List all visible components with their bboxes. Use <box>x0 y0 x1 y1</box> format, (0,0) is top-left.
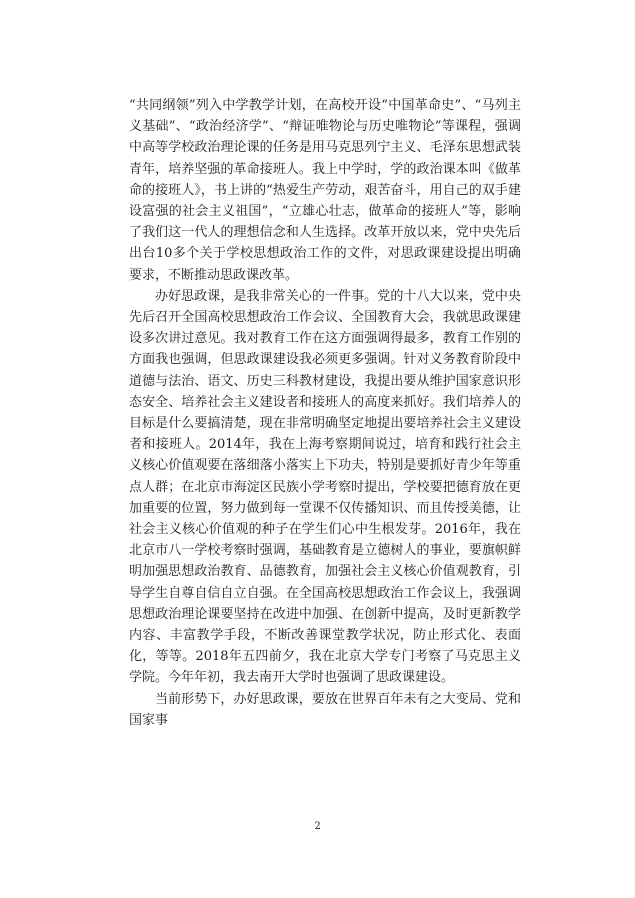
page-number: 2 <box>314 821 321 832</box>
paragraph-continuation: “共同纲领”列入中学教学计划，在高校开设“中国革命史”、“马列主义基础”、“政治经济学”、“辩证唯物论与历史唯物论”等课程，强调中高等学校政治理论课的任务是用马克思列宁主义、毛泽东思想武装青年，培养坚强的革命接班人。我上中学时，学的政治课本叫《做革命的接班人》，书上讲的“热爱生产劳动，艰苦奋斗，用自己的双手建设富强的社会主义祖国”，“立雄心壮志，做革命的接班人”等，影响了我们这一代人的理想信念和人生选择。改革开放以来，党中央先后出台10多个关于学校思想政治工作的文件，对思政课建设提出明确要求，不断推动思政课改革。 <box>129 98 521 283</box>
paragraph-sizhengke: 办好思政课，是我非常关心的一件事。党的十八大以来，党中央先后召开全国高校思想政治工作会议、全国教育大会，我就思政课建设多次讲过意见。我对教育工作在这方面强调得最多，教育工作别的方面我也强调，但思政课建设我必须更多强调。针对义务教育阶段中道德与法治、语文、历史三科教材建设，我提出要从维护国家意识形态安全、培养社会主义建设者和接班人的高度来抓好。我们培养人的目标是什么要搞清楚，现在非常明确坚定地提出要培养社会主义建设者和接班人。2014年，我在上海考察期间说过，培育和践行社会主义核心价值观要在落细落小落实上下功夫，特别是要抓好青少年等重点人群；在北京市海淀区民族小学考察时提出，学校要把德育放在更加重要的位置，努力做到每一堂课不仅传播知识、而且传授美德，让社会主义核心价值观的种子在学生们心中生根发芽。2016年，我在北京市八一学校考察时强调，基础教育是立德树人的事业，要旗帜鲜明加强思想政治教育、品德教育，加强社会主义核心价值观教育，引导学生自尊自信自立自强。在全国高校思想政治工作会议上，我强调思想政治理论课要坚持在改进中加强、在创新中提高，及时更新教学内容、丰富教学手段，不断改善课堂教学状况，防止形式化、表面化，等等。2018年五四前夕，我在北京大学专门考察了马克思主义学院。今年年初，我去南开大学时也强调了思政课建设。 <box>129 288 521 686</box>
body-text <box>129 95 521 731</box>
paragraph-current-situation: 当前形势下，办好思政课，要放在世界百年未有之大变局、党和国家事 <box>129 691 521 728</box>
